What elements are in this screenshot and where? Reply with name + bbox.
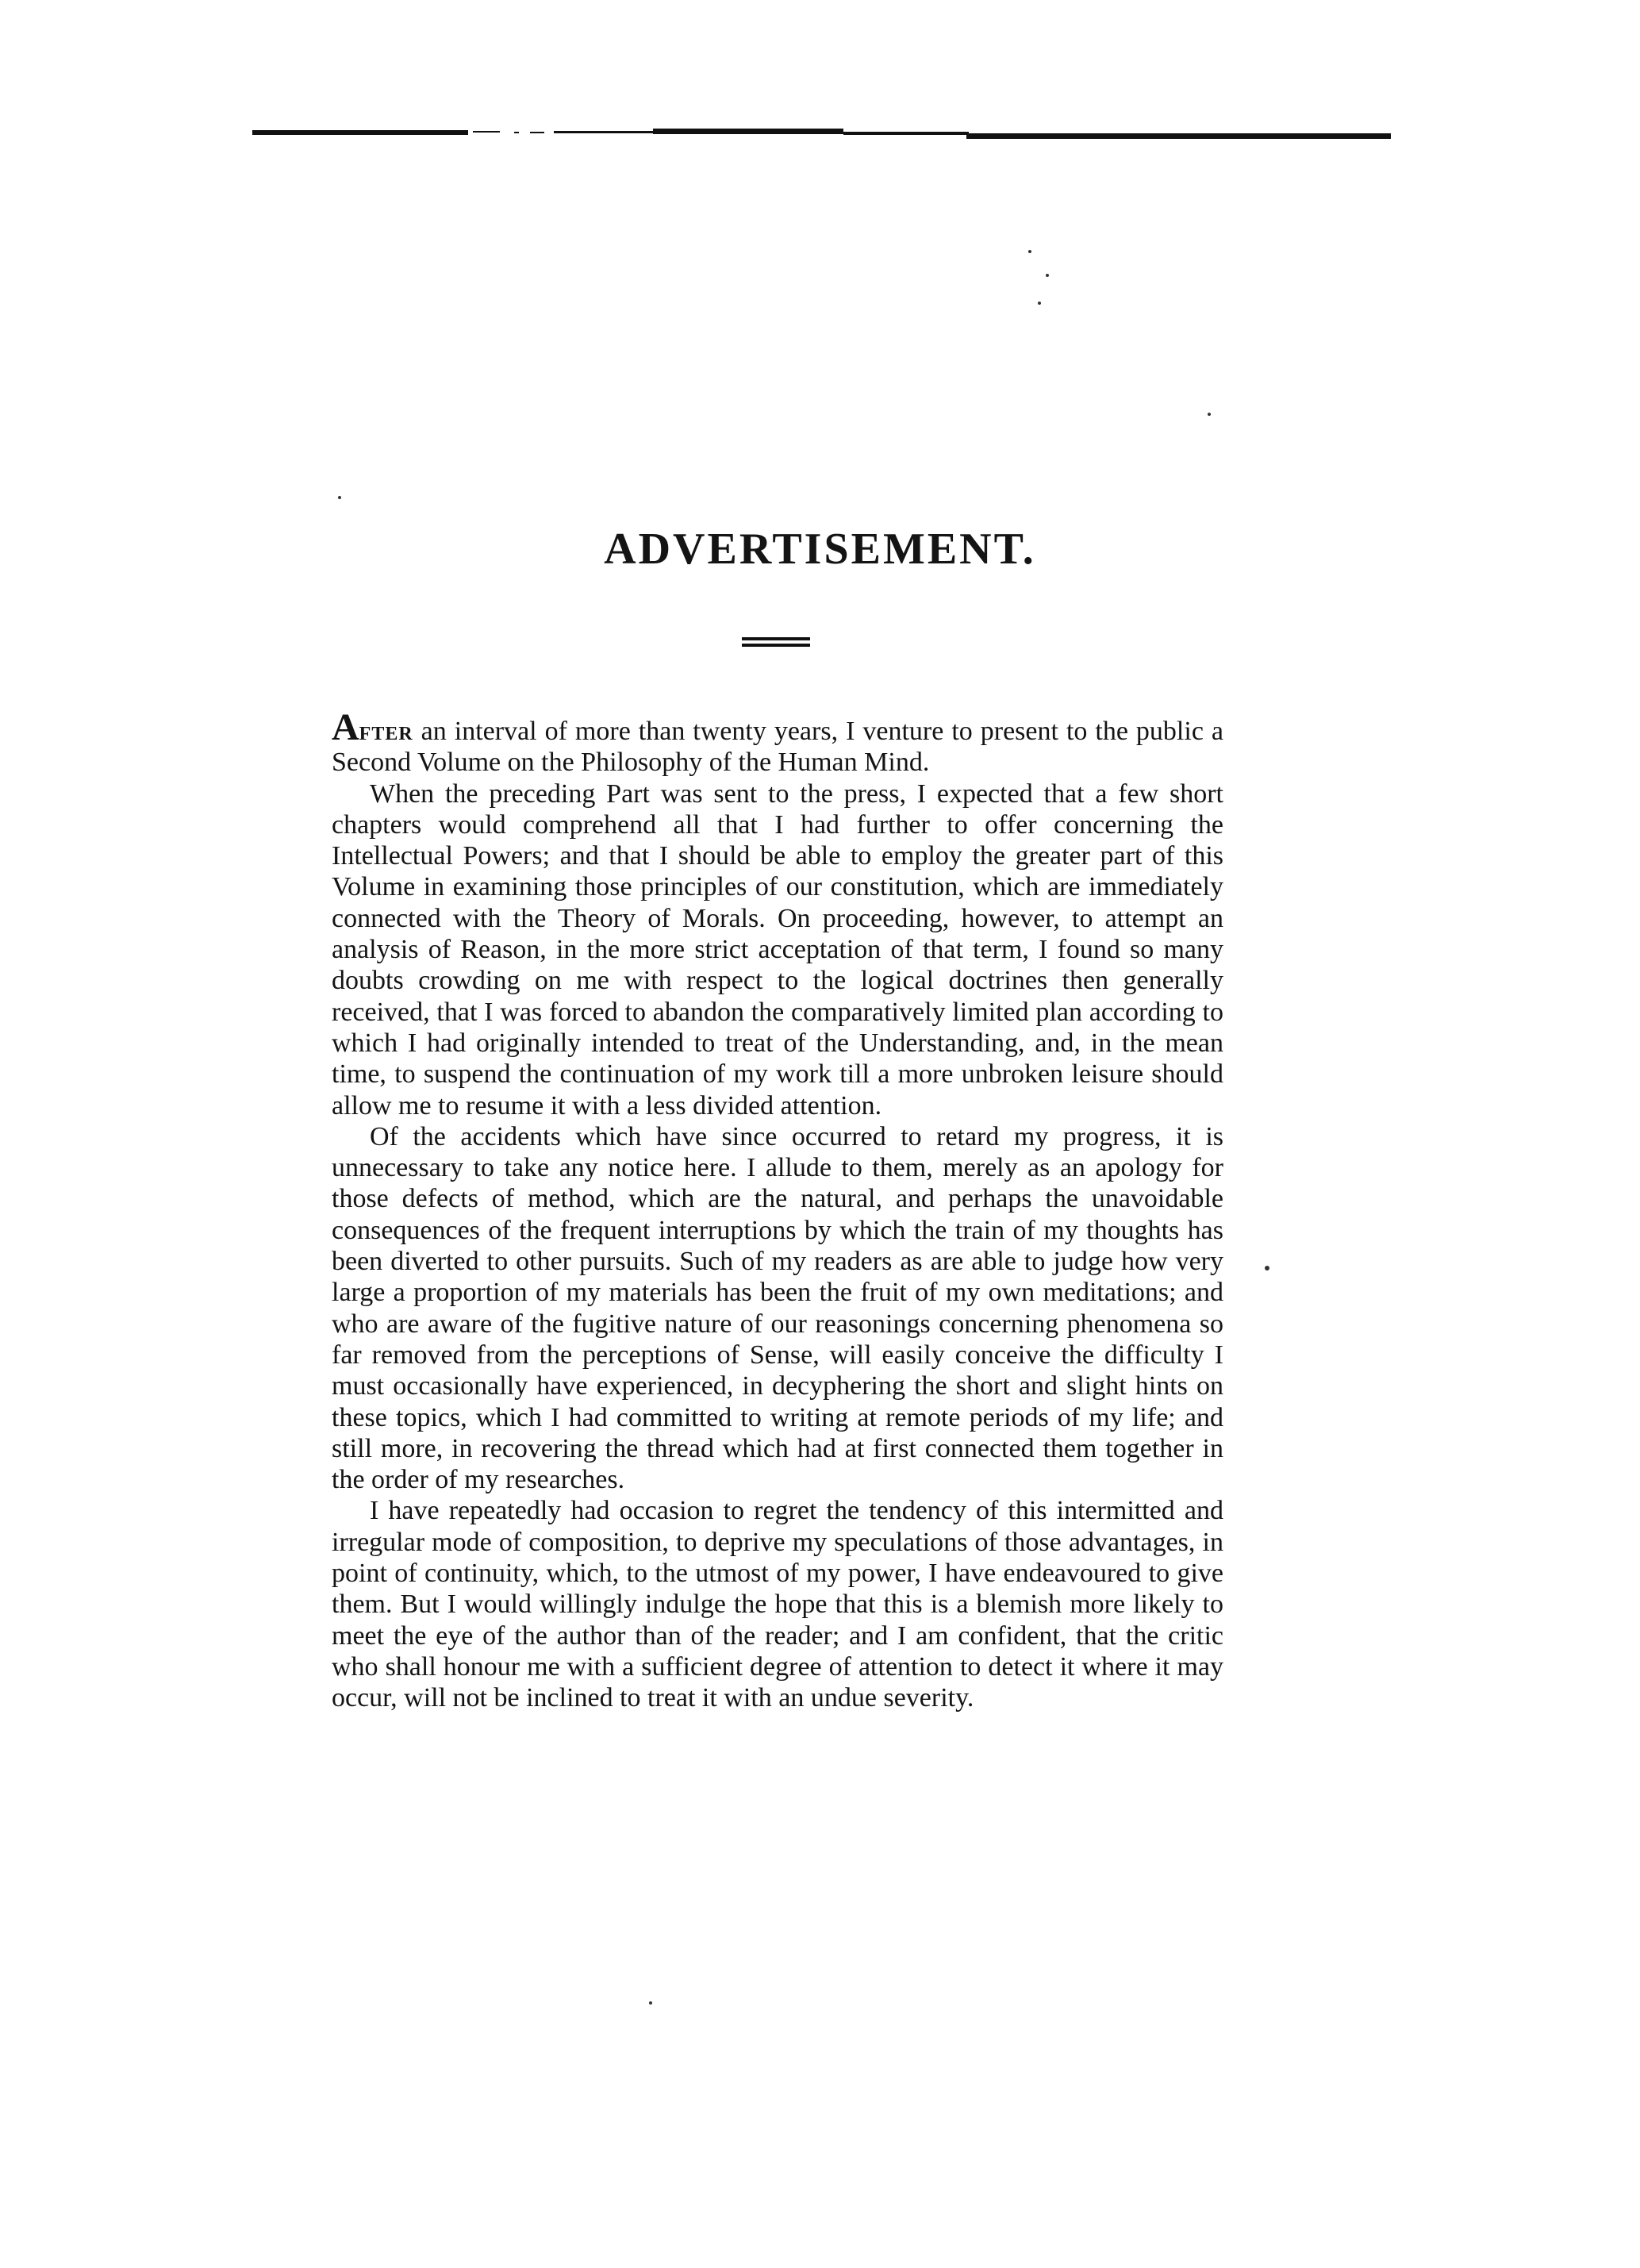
- title-rule: [742, 644, 810, 647]
- paper-speck: [1208, 413, 1211, 416]
- paper-speck: [649, 2001, 652, 2005]
- opening-text: an interval of more than twenty years, I venture to present to the public a Second Volume on the Philosophy of the Human Mind.: [332, 717, 1223, 778]
- paper-speck: [338, 496, 341, 499]
- paper-speck: [1028, 250, 1031, 253]
- body-text: [332, 706, 1223, 1714]
- paper-speck: [1038, 302, 1041, 305]
- paper-speck: [1046, 274, 1049, 277]
- top-border-rule: [252, 125, 1392, 143]
- title-rule: [742, 637, 810, 640]
- paragraph: I have repeatedly had occasion to regret the tendency of this intermitted and irregular mode of composition, to deprive my speculations of those advantages, in point of continuity, which, to the utmost of my power, I have endeavoured to give them. But I would willingly indulge the hope that this is a blemish more likely to meet the eye of the author than of the reader; and I am confident, that the critic who shall honour me with a sufficient degree of attention to detect it where it may occur, will not be inclined to treat it with an undue severity.: [332, 1496, 1223, 1713]
- paper-speck: [1265, 1266, 1269, 1270]
- drop-cap: A: [332, 706, 359, 748]
- paragraph: When the preceding Part was sent to the press, I expected that a few short chapters would comprehend all that I had further to offer concerning the Intellectual Powers; and that I should be able to employ the greater part of this Volume in examining those principles of our constitution, which are immediately connected with the Theory of Morals. On proceeding, however, to attempt an analysis of Reason, in the more strict acceptation of that term, I found so many doubts crowding on me with respect to the logical doctrines then generally received, that I was forced to abandon the comparatively limited plan according to which I had originally intended to treat of the Understanding, and, in the mean time, to suspend the continuation of my work till a more unbroken leisure should allow me to resume it with a less divided attention.: [332, 778, 1223, 1121]
- paragraph: Of the accidents which have since occurred to retard my progress, it is unnecessary to take any notice here. I allude to them, merely as an apology for those defects of method, which are the natural, and perhaps the unavoidable consequences of the frequent interruptions by which the train of my thoughts has been diverted to other pursuits. Such of my readers as are able to judge how very large a proportion of my materials has been the fruit of my own meditations; and who are aware of the fugitive nature of our reasonings concerning phenomena so far removed from the perceptions of Sense, will easily conceive the difficulty I must occasionally have experienced, in decyphering the short and slight hints on these topics, which I had committed to writing at remote periods of my life; and still more, in recovering the thread which had at first connected them together in the order of my researches.: [332, 1121, 1223, 1495]
- page-title: ADVERTISEMENT.: [604, 525, 1036, 574]
- opening-small-caps: fter: [359, 717, 413, 746]
- paragraph-opening: [332, 706, 1223, 778]
